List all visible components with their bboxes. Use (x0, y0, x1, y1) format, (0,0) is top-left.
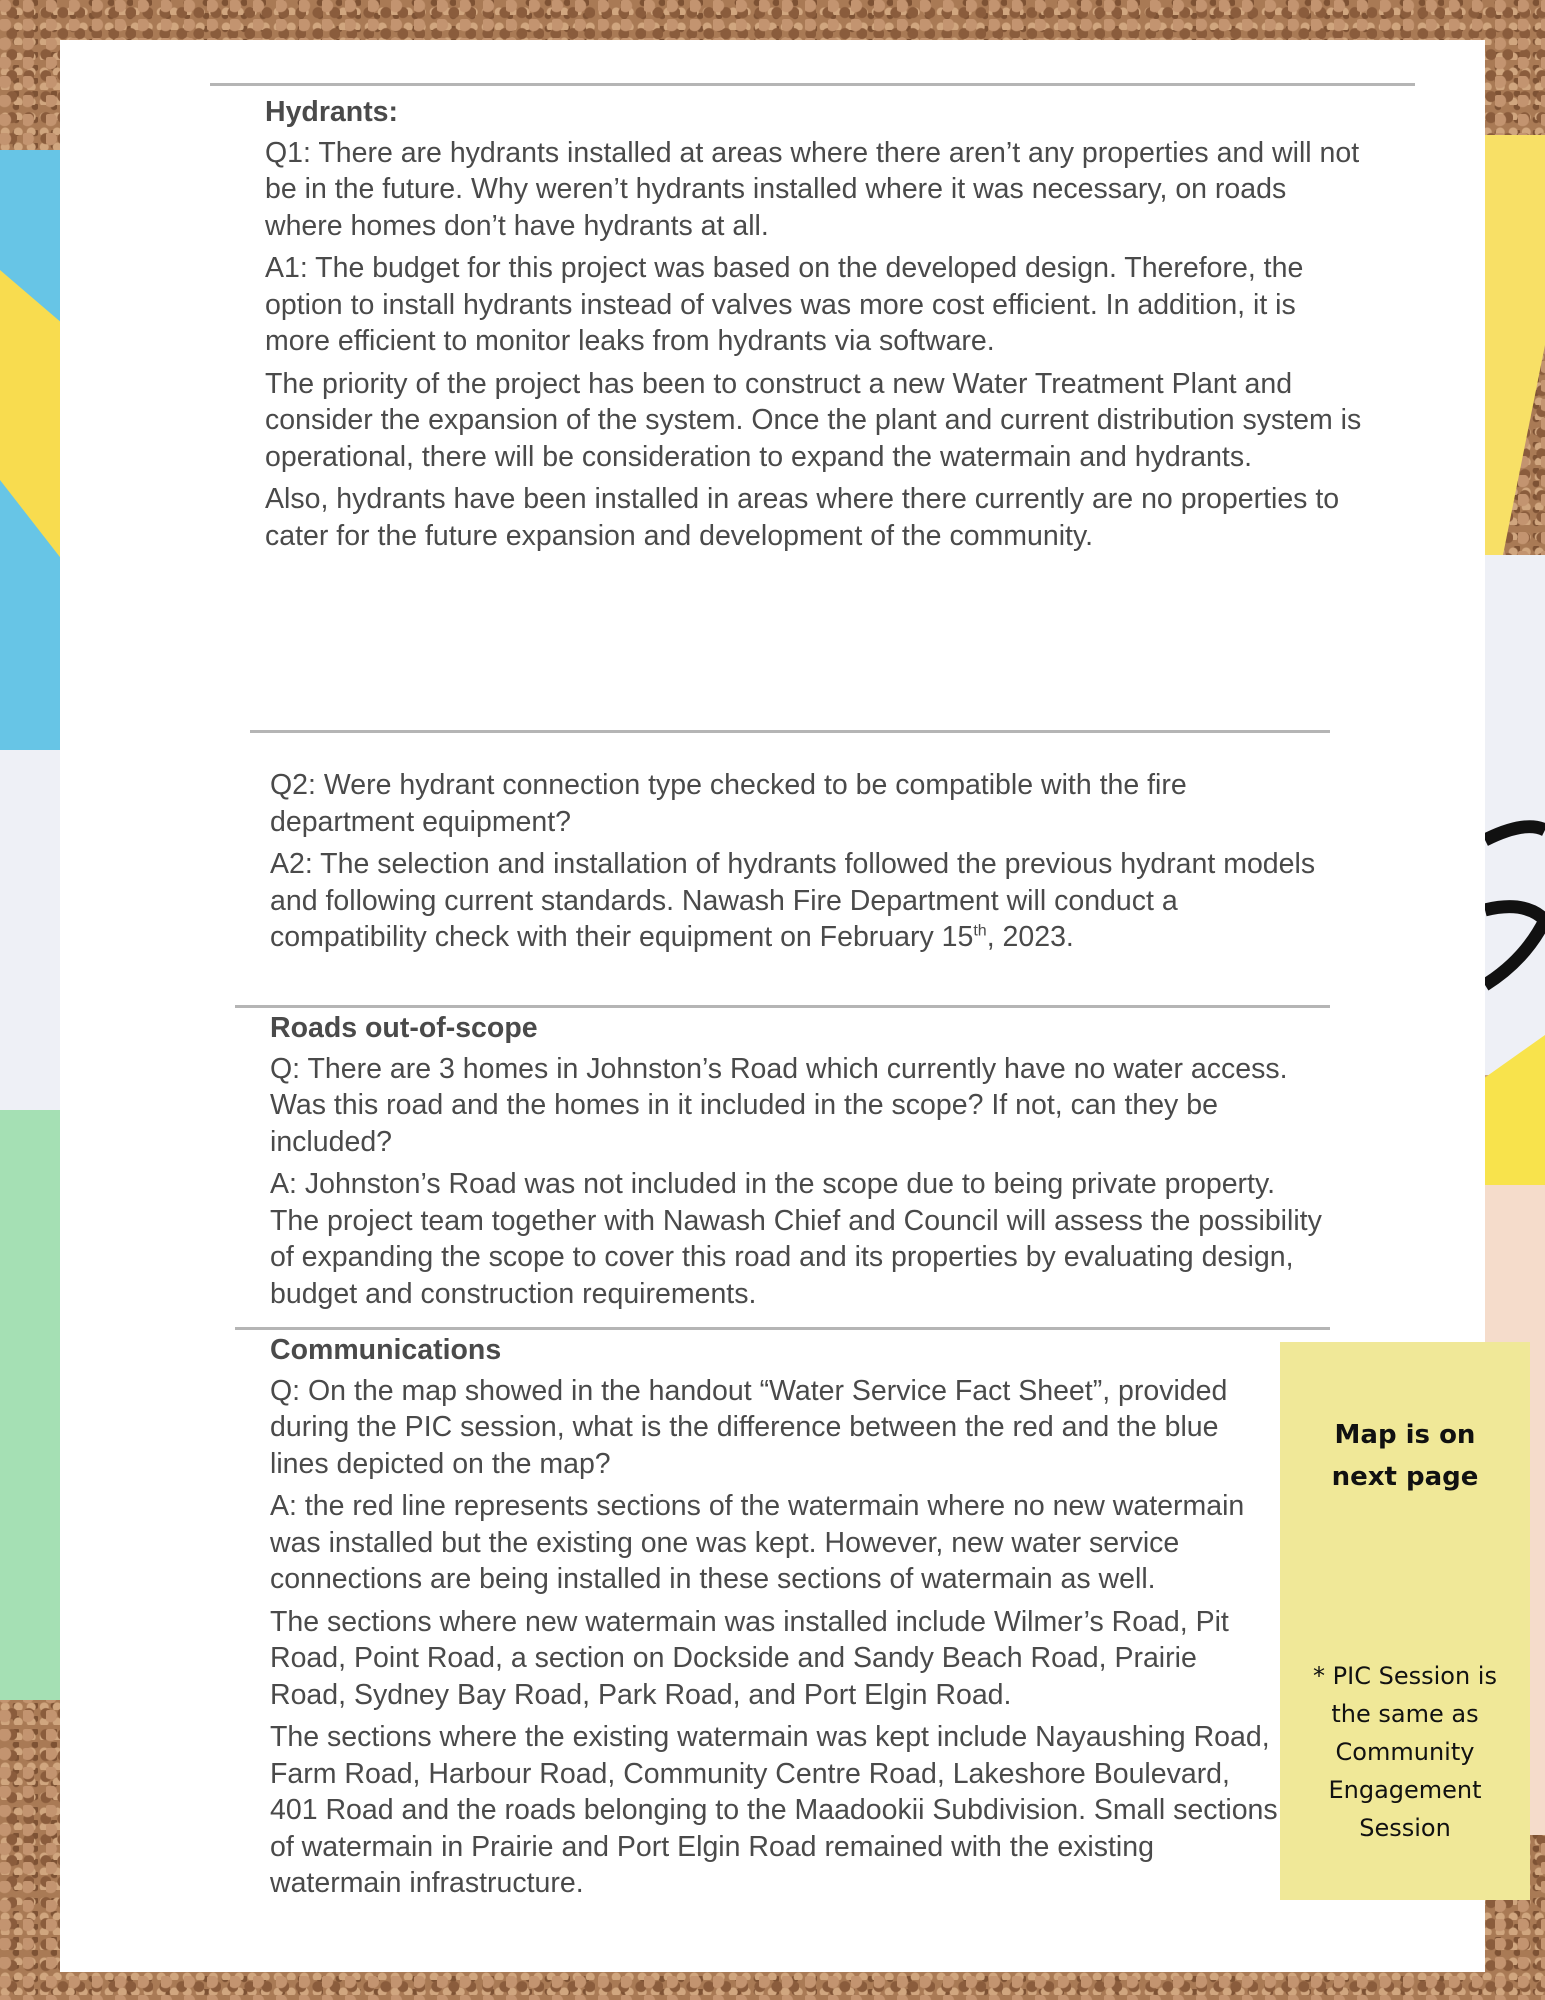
question-text: Q: On the map showed in the handout “Water Service Fact Sheet”, provided during the PIC session, what is the difference between the red and the blue lines depicted on the map? (270, 1374, 1228, 1480)
ordinal-suffix: th (973, 922, 987, 940)
answer-text: A: Johnston’s Road was not included in the scope due to being private property. The project team together with Nawash Chief and Council will assess the possibility of expanding the scope to cover this road and its properties by evaluating design, budget and construction requirements. (270, 1168, 1322, 1310)
question-text: Q2: Were hydrant connection type checked to be compatible with the fire department equipment? (270, 769, 1187, 838)
answer-text: A1: The budget for this project was based on the developed design. Therefore, the option to install hydrants instead of valves was more cost efficient. In addition, it is more efficient to monitor leaks from hydrants via software. (265, 252, 1304, 357)
hydrants-section (265, 94, 1365, 560)
answer-text-part: A2: The selection and installation of hydrants followed the previous hydrant models and following current standards. Nawash Fire Department will conduct a compatibility check with their equipment on February 15 (270, 848, 1316, 953)
communications-section (270, 1332, 1280, 1908)
answer-text: Also, hydrants have been installed in areas where there currently are no properties to cater for the future expansion and development of the community. (265, 483, 1340, 552)
answer-text: The sections where new watermain was installed include Wilmer’s Road, Pit Road, Point Road, a section on Dockside and Sandy Beach Road, Prairie Road, Sydney Bay Road, Park Road, and Port Elgin Road. (270, 1605, 1229, 1711)
question-text: Q1: There are hydrants installed at areas where there aren’t any properties and will not be in the future. Why weren’t hydrants installed where it was necessary, on roads where homes don’t have hydrants at all. (265, 136, 1360, 242)
sticky-note-text: * PIC Session is the same as Community Engagement Session (1313, 1662, 1497, 1842)
yellow-paper-right (1485, 135, 1545, 555)
sticky-note-title: Map is on next page (1331, 1420, 1479, 1492)
section-heading: Communications (270, 1334, 502, 1366)
divider (235, 1327, 1330, 1330)
hydrant-connection-section (270, 767, 1330, 962)
answer-text-part: , 2023. (986, 921, 1074, 953)
section-heading: Hydrants: (265, 96, 399, 128)
document-page (60, 40, 1485, 1972)
answer-text: The sections where the existing watermain was kept include Nayaushing Road, Farm Road, Harbour Road, Community Centre Road, Lakeshore Boulevard, 401 Road and the roads belonging to the Maadookii Subdivision. Small sections of watermain in Prairie and Port Elgin Road remained with the existing watermain infrastructure. (270, 1721, 1278, 1899)
answer-text: A: the red line represents sections of the watermain where no new watermain was installed but the existing one was kept. However, new water service connections are being installed in these sections of watermain as well. (270, 1490, 1245, 1595)
answer-text (270, 846, 1330, 956)
answer-text: The priority of the project has been to construct a new Water Treatment Plant and consider the expansion of the system. Once the plant and current distribution system is operational, there will be consideration to expand the watermain and hydrants. (265, 367, 1362, 473)
scribble-icon (1485, 800, 1545, 1000)
roads-section (270, 1010, 1330, 1318)
question-text: Q: There are 3 homes in Johnston’s Road which currently have no water access. Was this road and the homes in it included in the scope? If not, can they be included? (270, 1052, 1288, 1158)
section-heading: Roads out-of-scope (270, 1012, 538, 1044)
divider (250, 730, 1330, 733)
sticky-note (1280, 1342, 1530, 1900)
divider (235, 1005, 1330, 1008)
divider (210, 83, 1415, 86)
